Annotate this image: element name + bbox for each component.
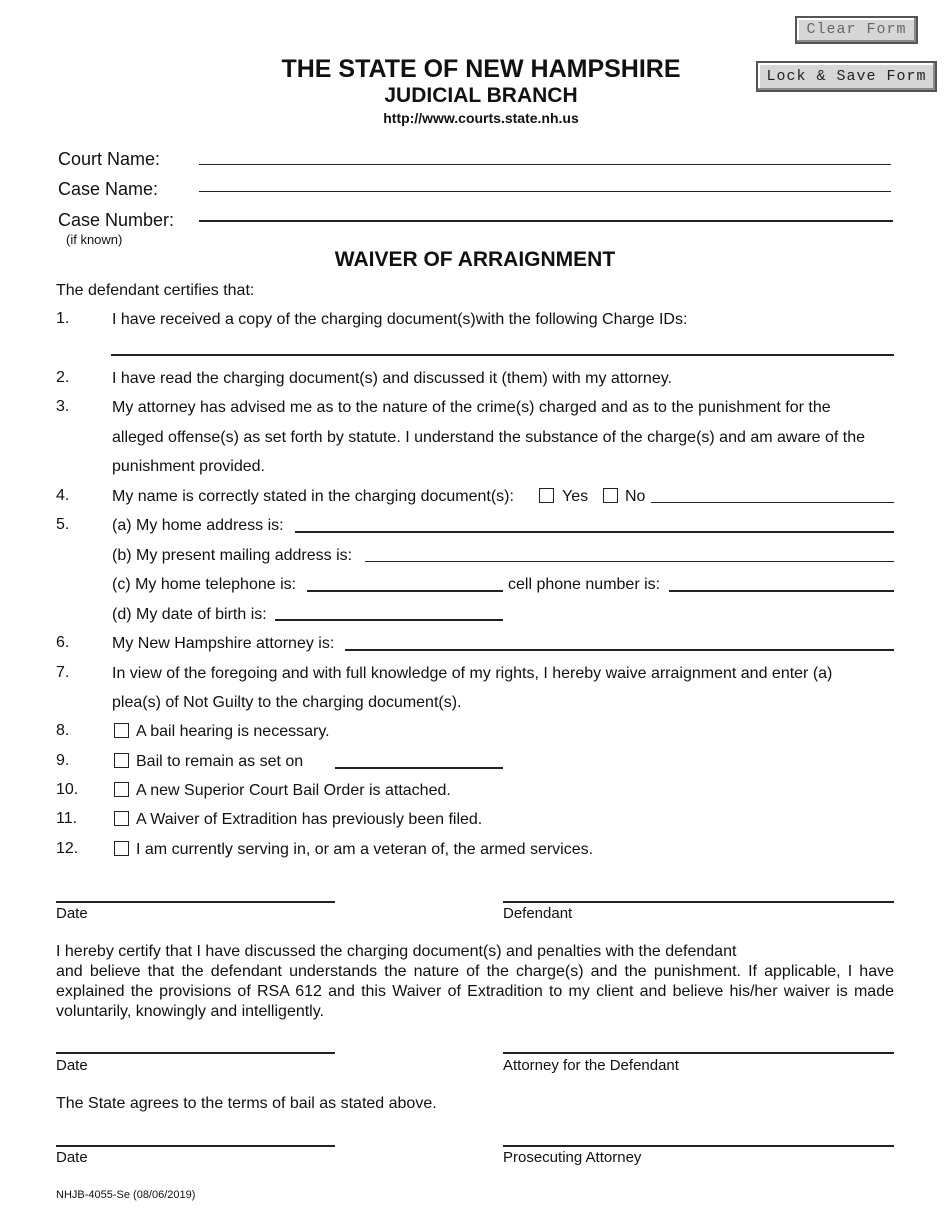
form-title: WAIVER OF ARRAIGNMENT [334,248,616,271]
bail-set-date-field[interactable] [335,767,503,769]
bail-hearing-checkbox[interactable] [114,723,129,738]
item-number: 11. [56,810,78,827]
item-3-text-line-3: punishment provided. [112,458,265,475]
court-url: http://www.courts.state.nh.us [383,110,579,126]
armed-services-checkbox[interactable] [114,841,129,856]
item-number: 5. [56,516,70,533]
item-1-text: I have received a copy of the charging document(s)with the following Charge IDs: [112,311,688,328]
home-address-label: (a) My home address is: [112,517,284,534]
bail-order-text: A new Superior Court Bail Order is attached. [136,782,451,799]
defendant-label: Defendant [503,905,573,922]
item-4-text: My name is correctly stated in the charging document(s): [112,488,514,505]
item-number: 8. [56,722,70,739]
item-number: 1. [56,310,70,327]
state-agrees-text: The State agrees to the terms of bail as stated above. [56,1095,437,1112]
form-code-footer: NHJB-4055-Se (08/06/2019) [56,1189,196,1201]
bail-order-checkbox[interactable] [114,782,129,797]
mailing-address-field[interactable] [365,561,894,562]
item-number: 2. [56,369,70,386]
defendant-date-field[interactable] [56,901,335,903]
cell-phone-label: cell phone number is: [508,576,661,593]
name-correct-yes-checkbox[interactable] [539,488,554,503]
court-name-label: Court Name: [58,149,161,169]
attorney-label: Attorney for the Defendant [503,1057,679,1074]
state-title: THE STATE OF NEW HAMPSHIRE [281,55,681,83]
case-name-label: Case Name: [58,179,159,199]
item-number: 7. [56,664,70,681]
item-number: 12. [56,840,79,857]
item-7-text-line-2: plea(s) of Not Guilty to the charging document(s). [112,694,462,711]
no-label: No [625,488,646,505]
nh-attorney-label: My New Hampshire attorney is: [112,635,335,652]
attorney-date-field[interactable] [56,1052,335,1054]
bail-remain-text: Bail to remain as set on [136,753,304,770]
item-2-text: I have read the charging document(s) and discussed it (them) with my attorney. [112,370,672,387]
case-number-field[interactable] [199,220,893,222]
intro-text: The defendant certifies that: [56,282,255,299]
date-label: Date [56,905,88,922]
item-7-text-line-1: In view of the foregoing and with full knowledge of my rights, I hereby waive arraignment and enter (a) [112,665,833,682]
item-number: 3. [56,398,70,415]
item-number: 10. [56,781,79,798]
item-3-text-line-2: alleged offense(s) as set forth by statute. I understand the substance of the charge(s) and am aware of the [112,429,866,446]
court-name-field[interactable] [199,164,891,165]
item-3-text-line-1: My attorney has advised me as to the nature of the crime(s) charged and as to the punishment for the [112,399,831,416]
cell-phone-field[interactable] [669,590,894,592]
prosecutor-signature-field[interactable] [503,1145,894,1147]
attorney-signature-field[interactable] [503,1052,894,1054]
case-number-label: Case Number: [58,210,175,230]
date-label: Date [56,1149,88,1166]
lock-save-form-button[interactable]: Lock & Save Form [756,61,937,92]
branch-title: JUDICIAL BRANCH [384,84,578,107]
bail-remain-checkbox[interactable] [114,753,129,768]
home-telephone-label: (c) My home telephone is: [112,576,297,593]
name-correction-field[interactable] [651,502,894,503]
extradition-waiver-text: A Waiver of Extradition has previously been filed. [136,811,483,828]
certification-line-1: I hereby certify that I have discussed the charging document(s) and penalties with the defendant [56,943,737,960]
clear-form-button[interactable]: Clear Form [795,16,918,44]
defendant-signature-field[interactable] [503,901,894,903]
item-number: 4. [56,487,70,504]
charge-ids-field[interactable] [111,354,894,356]
yes-label: Yes [562,488,589,505]
date-of-birth-label: (d) My date of birth is: [112,606,267,623]
prosecutor-label: Prosecuting Attorney [503,1149,642,1166]
home-address-field[interactable] [295,531,894,533]
if-known-note: (if known) [66,232,123,247]
item-number: 9. [56,752,70,769]
armed-services-text: I am currently serving in, or am a veteran of, the armed services. [136,841,594,858]
date-of-birth-field[interactable] [275,619,503,621]
extradition-waiver-checkbox[interactable] [114,811,129,826]
home-telephone-field[interactable] [307,590,503,592]
certification-text: and believe that the defendant understands the nature of the charge(s) and the punishment. If applicable, I have explained the provisions of RSA 612 and this Waiver of Extradition to my client and believe his/her waiver is made voluntarily, knowingly and intelligently. [56,963,894,1020]
prosecutor-date-field[interactable] [56,1145,335,1147]
item-number: 6. [56,634,70,651]
nh-attorney-field[interactable] [345,649,894,651]
date-label: Date [56,1057,88,1074]
case-name-field[interactable] [199,191,891,192]
name-correct-no-checkbox[interactable] [603,488,618,503]
mailing-address-label: (b) My present mailing address is: [112,547,353,564]
bail-hearing-text: A bail hearing is necessary. [136,723,330,740]
